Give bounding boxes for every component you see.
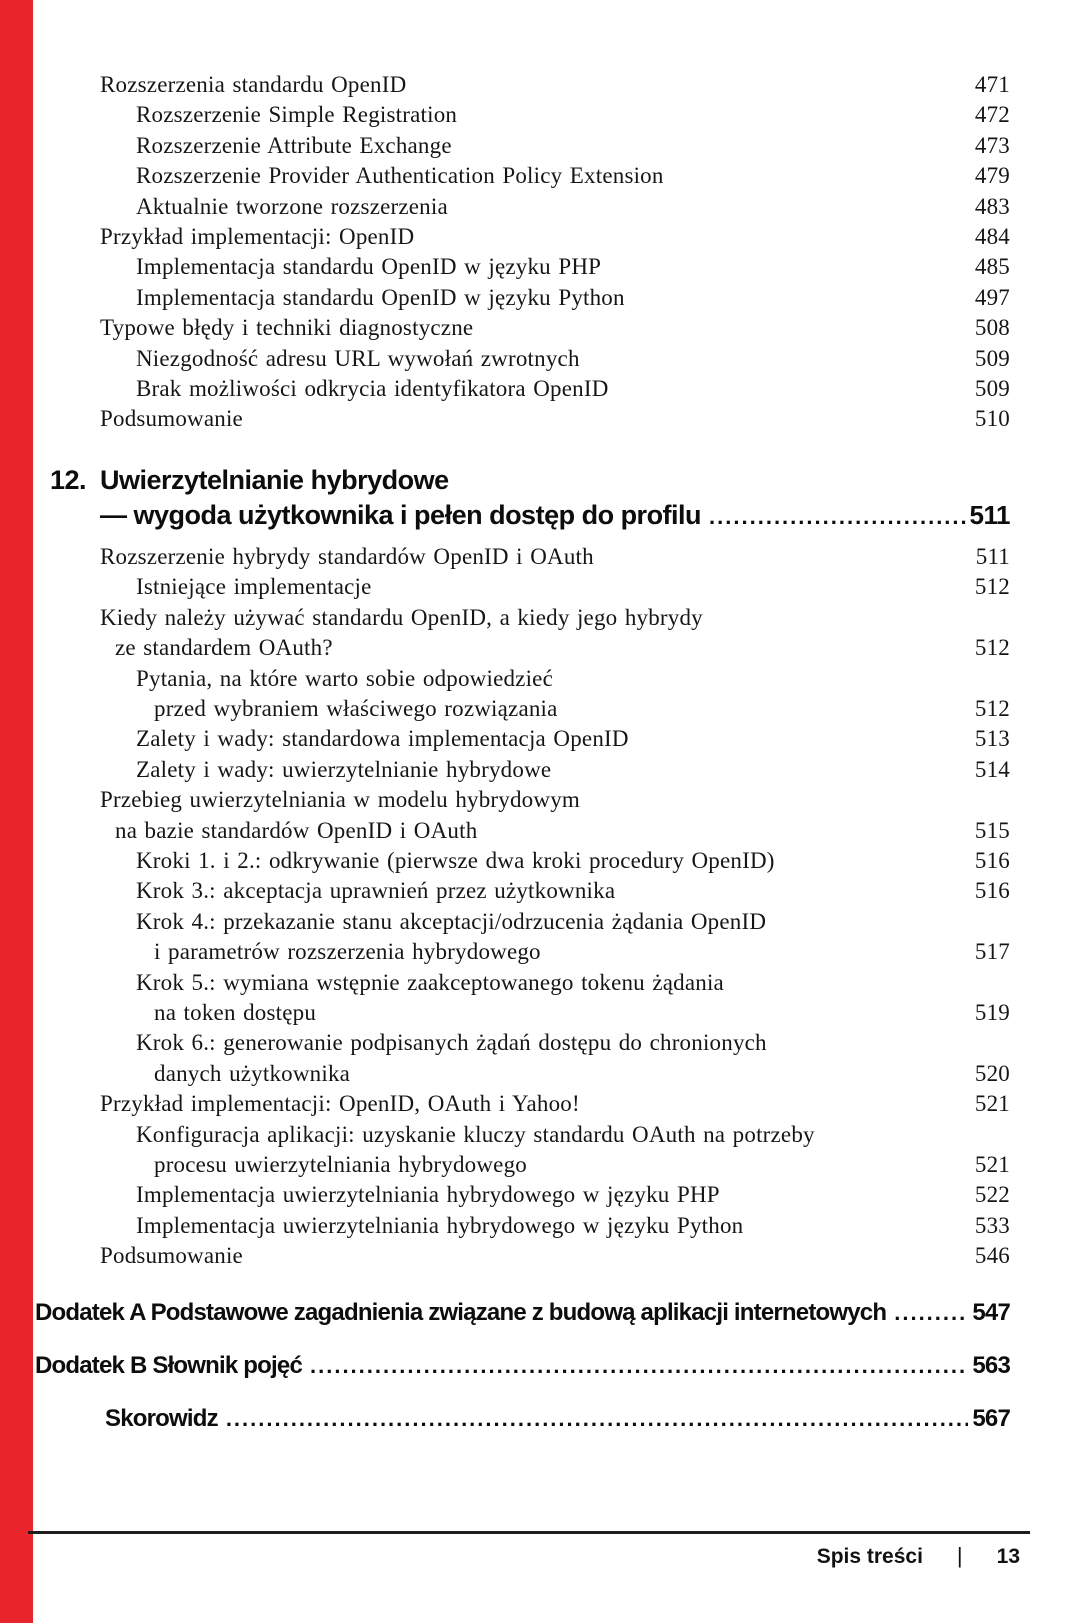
toc-entry-page-number: 517 xyxy=(974,939,1010,965)
footer-line xyxy=(28,1543,1030,1569)
toc-entry xyxy=(33,876,1010,906)
toc-content xyxy=(33,0,1010,1436)
toc-entry-text: Podsumowanie xyxy=(100,1243,243,1269)
toc-entry-text: Przebieg uwierzytelniania w modelu hybrydowym xyxy=(100,787,580,813)
toc-entry-text: ze standardem OAuth? xyxy=(115,635,333,661)
toc-entry xyxy=(33,785,1010,815)
toc-entry-text: Istniejące implementacje xyxy=(136,574,372,600)
toc-entry-page-number: 484 xyxy=(974,224,1010,250)
toc-entry-page-number: 516 xyxy=(974,847,1010,873)
toc-entry-text: Krok 5.: wymiana wstępnie zaakceptowanego tokenu żądania xyxy=(136,969,724,995)
toc-entry xyxy=(33,664,1010,694)
toc-entry-text: Krok 4.: przekazanie stanu akceptacji/odrzucenia żądania OpenID xyxy=(136,908,767,934)
toc-entry-text: Pytania, na które warto sobie odpowiedzieć xyxy=(136,665,553,691)
toc-entry-text: Dodatek B Słownik pojęć xyxy=(35,1351,302,1379)
toc-entry-text: Skorowidz xyxy=(105,1404,218,1432)
toc-entry xyxy=(33,1150,1010,1180)
toc-entry xyxy=(33,724,1010,754)
toc-entry xyxy=(33,161,1010,191)
toc-entry-page-number: 515 xyxy=(974,817,1010,843)
toc-entry xyxy=(33,572,1010,602)
toc-entry-page-number: 533 xyxy=(974,1212,1010,1238)
toc-entry-text: Zalety i wady: standardowa implementacja OpenID xyxy=(136,726,629,752)
toc-entry-text: na bazie standardów OpenID i OAuth xyxy=(115,817,478,843)
toc-entry-text: Kiedy należy używać standardu OpenID, a kiedy jego hybrydy xyxy=(100,604,703,630)
toc-entry xyxy=(33,755,1010,785)
toc-entry-text: Implementacja uwierzytelniania hybrydowego w języku PHP xyxy=(136,1182,720,1208)
toc-entry xyxy=(33,70,1010,100)
toc-entry-page-number: 509 xyxy=(974,345,1010,371)
chapter-number: 12. xyxy=(50,464,87,495)
toc-entry-text: Implementacja standardu OpenID w języku PHP xyxy=(136,254,602,280)
toc-entry xyxy=(33,1059,1010,1089)
chapter-heading-line1 xyxy=(33,463,1010,498)
toc-entry xyxy=(33,1120,1010,1150)
red-edge-stripe xyxy=(0,0,33,1623)
toc-entry-text: Implementacja standardu OpenID w języku Python xyxy=(136,284,625,310)
toc-entry xyxy=(33,968,1010,998)
toc-entry-text: Rozszerzenie Provider Authentication Policy Extension xyxy=(136,163,664,189)
toc-entry-page-number: 520 xyxy=(974,1060,1010,1086)
toc-entry-text: Aktualnie tworzone rozszerzenia xyxy=(136,193,448,219)
toc-entry xyxy=(33,344,1010,374)
dot-leader xyxy=(894,1296,968,1330)
toc-entry xyxy=(33,1028,1010,1058)
toc-entry-text: Kroki 1. i 2.: odkrywanie (pierwsze dwa kroki procedury OpenID) xyxy=(136,847,775,873)
toc-entry xyxy=(33,131,1010,161)
dot-leader xyxy=(226,1402,969,1436)
toc-entry xyxy=(33,1296,1010,1330)
chapter-subtitle: — wygoda użytkownika i pełen dostęp do profilu xyxy=(100,499,702,530)
toc-entry-page-number: 471 xyxy=(974,72,1010,97)
toc-entry xyxy=(33,283,1010,313)
toc-entry-page-number: 509 xyxy=(974,376,1010,402)
toc-entry-text: na token dostępu xyxy=(154,999,317,1025)
page-footer xyxy=(28,1531,1030,1569)
toc-entry xyxy=(33,404,1010,434)
toc-entry-text: Rozszerzenie Attribute Exchange xyxy=(136,132,452,158)
toc-entry-page-number: 479 xyxy=(974,163,1010,189)
toc-entry-page-number: 563 xyxy=(972,1351,1010,1379)
toc-entry xyxy=(33,542,1010,572)
toc-entry-page-number: 516 xyxy=(974,878,1010,904)
dot-leader xyxy=(310,1349,968,1383)
toc-entry xyxy=(33,1349,1010,1383)
toc-entry-text: Rozszerzenie Simple Registration xyxy=(136,102,458,128)
toc-entry-text: Brak możliwości odkrycia identyfikatora OpenID xyxy=(136,376,609,402)
toc-entry xyxy=(33,907,1010,937)
toc-entry-text: Niezgodność adresu URL wywołań zwrotnych xyxy=(136,345,580,371)
toc-entry-text: Implementacja uwierzytelniania hybrydowego w języku Python xyxy=(136,1212,744,1238)
toc-entry xyxy=(33,100,1010,130)
toc-entry-page-number: 508 xyxy=(974,315,1010,341)
toc-entry-page-number: 519 xyxy=(974,999,1010,1025)
toc-entry-page-number: 521 xyxy=(974,1091,1010,1117)
toc-entry xyxy=(33,1180,1010,1210)
toc-entry xyxy=(33,192,1010,222)
chapter-title: Uwierzytelnianie hybrydowe xyxy=(100,464,449,495)
chapter-page-number: 511 xyxy=(969,499,1010,530)
toc-entry-text: i parametrów rozszerzenia hybrydowego xyxy=(154,939,541,965)
toc-entry xyxy=(33,252,1010,282)
toc-entry-page-number: 485 xyxy=(974,254,1010,280)
toc-entry-page-number: 473 xyxy=(974,132,1010,158)
toc-entry-text: danych użytkownika xyxy=(154,1060,351,1086)
toc-entry-page-number: 514 xyxy=(974,756,1010,782)
toc-entry-page-number: 483 xyxy=(974,193,1010,219)
toc-entry-page-number: 512 xyxy=(974,695,1010,721)
toc-entry-text: Dodatek A Podstawowe zagadnienia związane z budową aplikacji internetowych xyxy=(35,1298,887,1326)
toc-entry-text: Konfiguracja aplikacji: uzyskanie kluczy standardu OAuth na potrzeby xyxy=(136,1121,815,1147)
toc-entry-page-number: 522 xyxy=(974,1182,1010,1208)
toc-entry-page-number: 472 xyxy=(974,102,1010,128)
footer-separator: | xyxy=(956,1543,963,1568)
toc-entry-text: Krok 3.: akceptacja uprawnień przez użytkownika xyxy=(136,878,616,904)
toc-entry xyxy=(33,374,1010,404)
toc-entry-page-number: 513 xyxy=(974,726,1010,752)
toc-entry xyxy=(33,846,1010,876)
toc-entry xyxy=(33,603,1010,633)
toc-entry xyxy=(33,633,1010,663)
toc-entry-text: Zalety i wady: uwierzytelnianie hybrydowe xyxy=(136,756,552,782)
toc-entry-page-number: 511 xyxy=(975,543,1010,569)
toc-section-appendix xyxy=(33,1296,1010,1436)
toc-entry-page-number: 497 xyxy=(974,284,1010,310)
footer-rule xyxy=(28,1531,1030,1534)
toc-section-chapter12 xyxy=(33,542,1010,1272)
toc-entry xyxy=(33,694,1010,724)
toc-entry xyxy=(33,313,1010,343)
toc-entry-page-number: 512 xyxy=(974,635,1010,661)
toc-entry-text: Rozszerzenie hybrydy standardów OpenID i OAuth xyxy=(100,543,594,569)
toc-entry xyxy=(33,222,1010,252)
toc-entry-text: Przykład implementacji: OpenID, OAuth i Yahoo! xyxy=(100,1091,580,1117)
toc-section-chapter11 xyxy=(33,0,1010,435)
toc-entry xyxy=(33,998,1010,1028)
toc-entry xyxy=(33,1089,1010,1119)
toc-entry-text: Przykład implementacji: OpenID xyxy=(100,224,415,250)
footer-section-label: Spis treści xyxy=(816,1545,923,1568)
toc-entry xyxy=(33,1402,1010,1436)
toc-entry-text: Krok 6.: generowanie podpisanych żądań dostępu do chronionych xyxy=(136,1030,767,1056)
toc-entry xyxy=(33,1241,1010,1271)
toc-entry-page-number: 567 xyxy=(972,1404,1010,1432)
dot-leader xyxy=(709,498,968,534)
toc-entry-text: Typowe błędy i techniki diagnostyczne xyxy=(100,315,474,341)
toc-entry-text: przed wybraniem właściwego rozwiązania xyxy=(154,695,558,721)
toc-entry xyxy=(33,816,1010,846)
toc-entry-page-number: 510 xyxy=(974,406,1010,432)
toc-entry-page-number: 512 xyxy=(974,574,1010,600)
toc-entry-text: Podsumowanie xyxy=(100,406,243,432)
toc-entry-page-number: 521 xyxy=(974,1152,1010,1177)
toc-entry-page-number: 547 xyxy=(972,1298,1010,1326)
toc-entry-page-number: 546 xyxy=(974,1243,1010,1269)
chapter-heading-line2 xyxy=(33,498,1010,534)
toc-entry xyxy=(33,1211,1010,1241)
toc-entry-text: procesu uwierzytelniania hybrydowego xyxy=(154,1152,527,1177)
chapter-12-heading xyxy=(33,463,1010,534)
toc-entry xyxy=(33,937,1010,967)
footer-page-number: 13 xyxy=(996,1545,1020,1568)
toc-entry-text: Rozszerzenia standardu OpenID xyxy=(100,72,407,97)
